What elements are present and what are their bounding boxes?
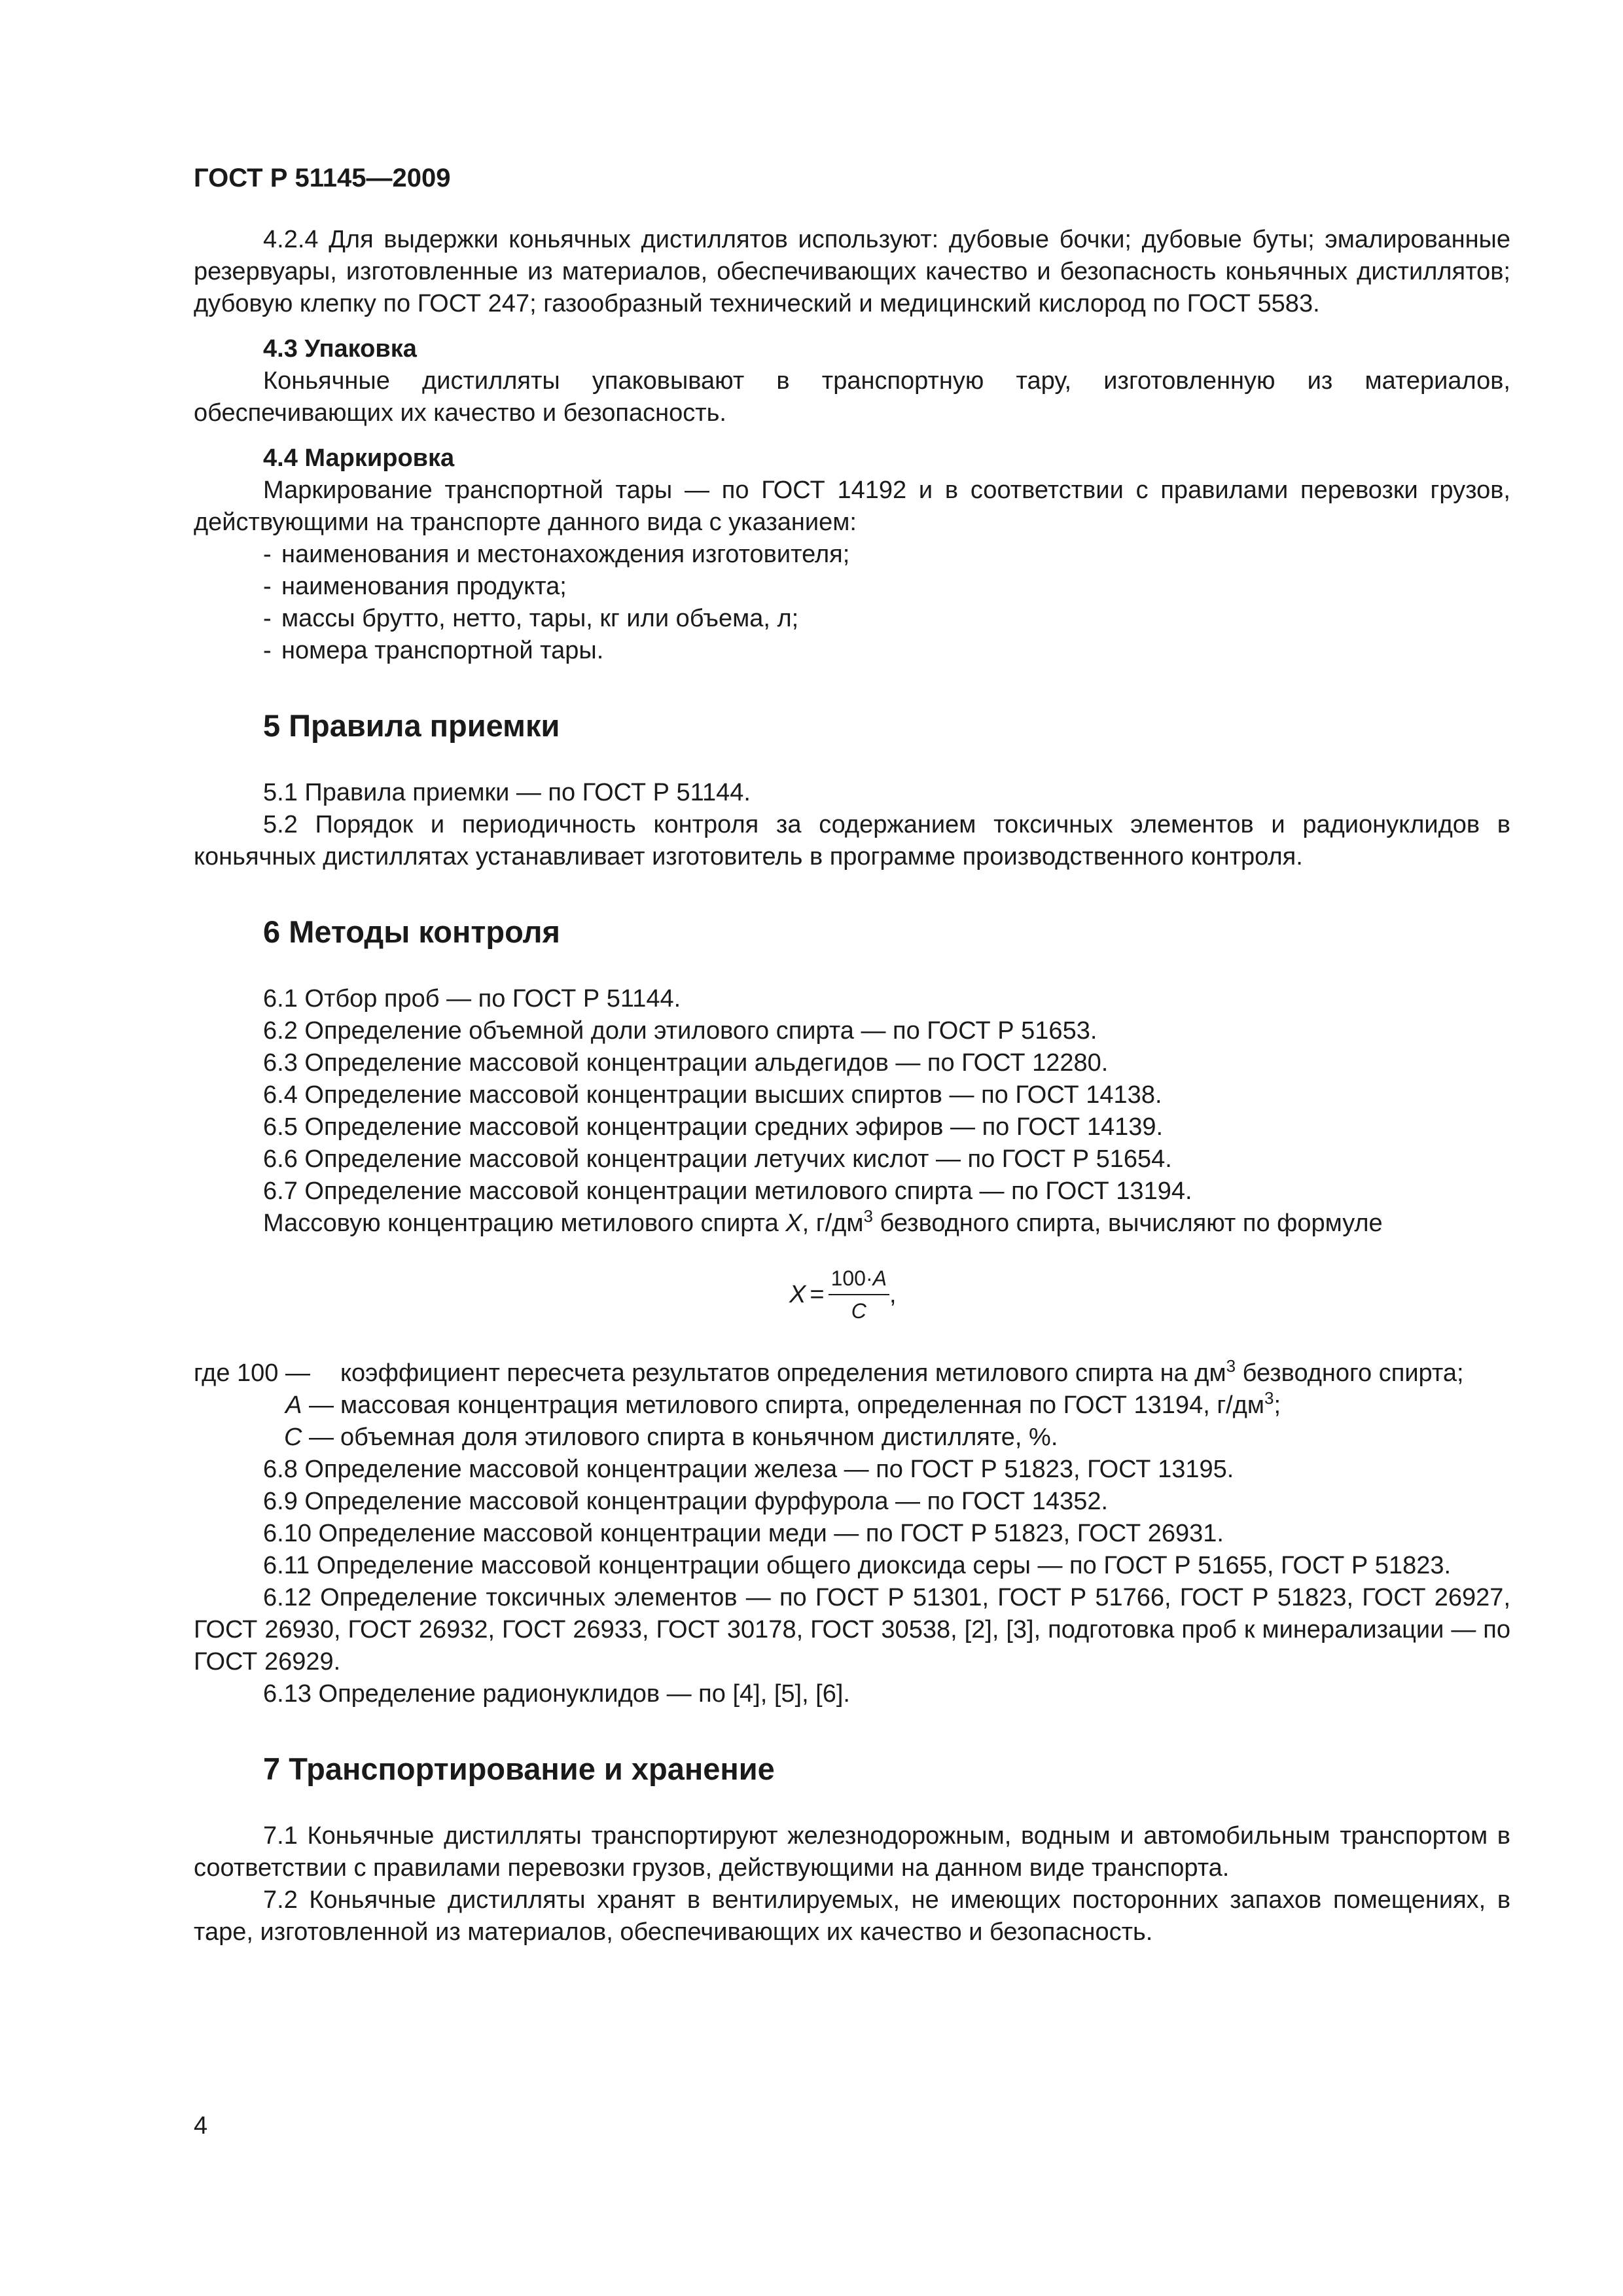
paragraph-6-6: 6.6 Определение массовой концентрации летучих кислот — по ГОСТ Р 51654.: [263, 1145, 1172, 1173]
formula-equals: =: [810, 1280, 825, 1308]
formula-numerator: 100·A: [829, 1265, 889, 1295]
where-C: C — объемная доля этилового спирта в коньячном дистилляте, %.: [283, 1424, 1058, 1451]
formula-denominator: C: [851, 1299, 866, 1323]
paragraph-7-1: 7.1 Коньячные дистилляты транспортируют железнодорожным, водным и автомобильным транспортом в соответствии с правилами перевозки грузов, действующими на данном виде транспорта.: [194, 1822, 1510, 1882]
document-page: [194, 0, 1510, 2296]
paragraph-5-1: 5.1 Правила приемки — по ГОСТ Р 51144.: [263, 779, 751, 806]
paragraph-4-2-4: 4.2.4 Для выдержки коньячных дистиллятов используют: дубовые бочки; дубовые буты; эмалированные резервуары, изготовленные из материалов, обеспечивающих качество и безопасность коньячных дистиллятов; дубовую клепку по ГОСТ 247; газообразный технический и медицинский кислород по ГОСТ 5583.: [194, 226, 1510, 317]
where-100: где 100 — коэффициент пересчета результатов определения метилового спирта на $дм^3$ безводного спирта;: [194, 1356, 1464, 1387]
paragraph-6-3: 6.3 Определение массовой концентрации альдегидов — по ГОСТ 12280.: [263, 1049, 1109, 1077]
paragraph-4-3: Коньячные дистилляты упаковывают в транспортную тару, изготовленную из материалов, обеспечивающих их качество и безопасность.: [194, 367, 1510, 427]
paragraph-6-11: 6.11 Определение массовой концентрации общего диоксида серы — по ГОСТ Р 51655, ГОСТ Р 51823.: [263, 1552, 1452, 1579]
formula-intro: Массовую концентрацию метилового спирта X, $г/дм^3$ безводного спирта, вычисляют по формуле: [263, 1206, 1383, 1237]
paragraph-6-4: 6.4 Определение массовой концентрации высших спиртов — по ГОСТ 14138.: [263, 1081, 1162, 1109]
where-A: A — массовая концентрация метилового спирта, определенная по ГОСТ 13194, $г/дм^3$;: [285, 1388, 1281, 1419]
document-code-header: ГОСТ Р 51145—2009: [194, 164, 451, 192]
list-item: - наименования продукта;: [263, 573, 567, 600]
paragraph-6-12: 6.12 Определение токсичных элементов — по ГОСТ Р 51301, ГОСТ Р 51766, ГОСТ Р 51823, ГОСТ 26927, ГОСТ 26930, ГОСТ 26932, ГОСТ 26933, ГОСТ 30178, ГОСТ 30538, [2], [3], подготовка проб к минерализации — по ГОСТ 26929.: [194, 1584, 1510, 1676]
paragraph-6-13: 6.13 Определение радионуклидов — по [4], [5], [6].: [263, 1680, 850, 1708]
paragraph-6-7: 6.7 Определение массовой концентрации метилового спирта — по ГОСТ 13194.: [263, 1177, 1192, 1205]
paragraph-4-4: Маркирование транспортной тары — по ГОСТ 14192 и в соответствии с правилами перевозки грузов, действующими на транспорте данного вида с указанием:: [194, 476, 1510, 536]
heading-section-7: 7 Транспортирование и хранение: [263, 1751, 775, 1786]
heading-section-6: 6 Методы контроля: [263, 914, 560, 949]
paragraph-6-2: 6.2 Определение объемной доли этилового спирта — по ГОСТ Р 51653.: [263, 1017, 1097, 1045]
paragraph-6-10: 6.10 Определение массовой концентрации меди — по ГОСТ Р 51823, ГОСТ 26931.: [263, 1520, 1224, 1547]
document-body: [194, 224, 1510, 1948]
list-item: - массы брутто, нетто, тары, кг или объема, л;: [263, 605, 799, 632]
paragraph-6-5: 6.5 Определение массовой концентрации средних эфиров — по ГОСТ 14139.: [263, 1113, 1164, 1141]
list-item: - наименования и местонахождения изготовителя;: [263, 541, 850, 568]
paragraph-7-2: 7.2 Коньячные дистилляты хранят в вентилируемых, не имеющих посторонних запахов помещениях, в таре, изготовленной из материалов, обеспечивающих их качество и безопасность.: [194, 1886, 1510, 1946]
marking-list: [194, 539, 1510, 667]
paragraph-6-8: 6.8 Определение массовой концентрации железа — по ГОСТ Р 51823, ГОСТ 13195.: [263, 1456, 1234, 1483]
list-item: - номера транспортной тары.: [263, 637, 604, 664]
methanol-formula: [194, 1255, 1510, 1334]
heading-4-3: 4.3 Упаковка: [263, 335, 417, 363]
paragraph-6-9: 6.9 Определение массовой концентрации фурфурола — по ГОСТ 14352.: [263, 1488, 1109, 1515]
formula-fraction: [829, 1265, 889, 1324]
formula-comma: ,: [889, 1280, 897, 1308]
heading-4-4: 4.4 Маркировка: [263, 444, 455, 472]
page-number: 4: [194, 2112, 208, 2140]
paragraph-6-1: 6.1 Отбор проб — по ГОСТ Р 51144.: [263, 985, 681, 1013]
heading-section-5: 5 Правила приемки: [263, 708, 560, 743]
formula-lhs: X: [789, 1280, 806, 1308]
paragraph-5-2: 5.2 Порядок и периодичность контроля за содержанием токсичных элементов и радионуклидов в коньячных дистиллятах устанавливает изготовитель в программе производственного контроля.: [194, 811, 1510, 870]
